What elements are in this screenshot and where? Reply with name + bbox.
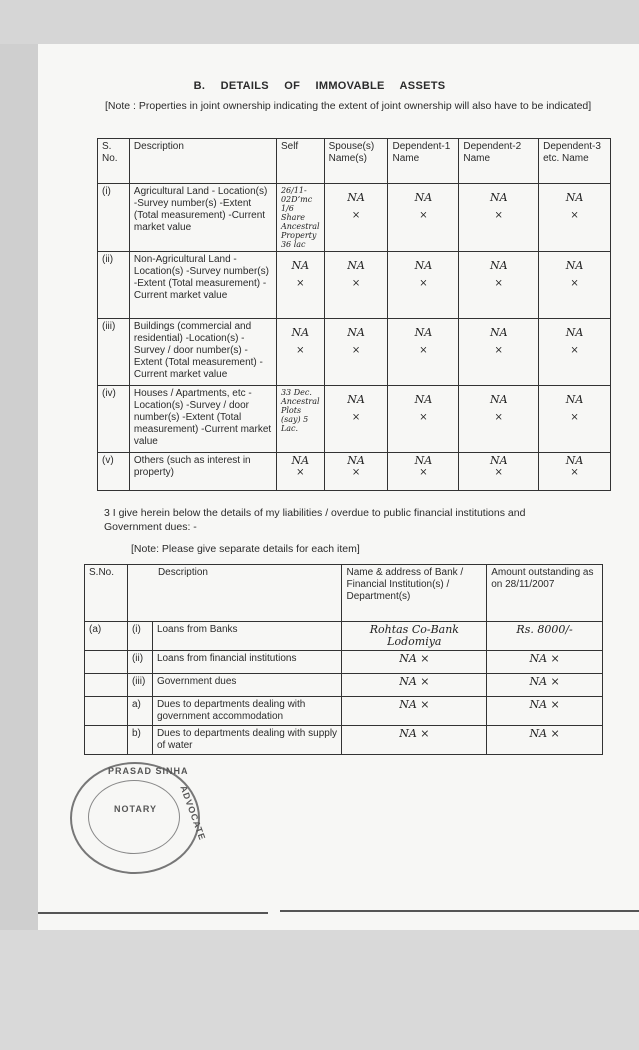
section-note: [Note : Properties in joint ownership indicating the extent of joint ownership will also have to be indicated] bbox=[105, 100, 592, 112]
handwritten-entry bbox=[459, 453, 539, 491]
stamp-text: ADVOCATE bbox=[178, 784, 208, 842]
cross-mark: × bbox=[570, 278, 579, 289]
cross-mark: × bbox=[419, 210, 428, 221]
handwritten-entry: NA × bbox=[487, 697, 603, 726]
cross-mark: × bbox=[419, 345, 428, 356]
cross-mark: × bbox=[494, 467, 503, 478]
table-header-row bbox=[85, 565, 603, 622]
handwritten-entry: NA × bbox=[342, 651, 487, 674]
row-number: (v) bbox=[98, 453, 130, 491]
table-row bbox=[98, 252, 611, 319]
cross-mark: × bbox=[296, 278, 305, 289]
table-row bbox=[85, 674, 603, 697]
table-row bbox=[98, 184, 611, 252]
row-number: b) bbox=[127, 726, 152, 755]
handwritten-entry: Rohtas Co-Bank Lodomiya bbox=[342, 622, 487, 651]
cross-mark: × bbox=[494, 278, 503, 289]
handwritten-entry bbox=[276, 319, 324, 386]
row-group bbox=[85, 697, 128, 726]
section-title: B. DETAILS OF IMMOVABLE ASSETS bbox=[193, 80, 446, 92]
row-description: Houses / Apartments, etc - Location(s) -Survey / door number(s) -Extent (Total measurement) -Current market value bbox=[129, 386, 276, 453]
cross-mark: × bbox=[419, 467, 428, 478]
column-header: S.No. bbox=[85, 565, 128, 622]
handwritten-entry bbox=[276, 453, 324, 491]
handwritten-entry bbox=[388, 386, 459, 453]
na-value: NA bbox=[414, 259, 433, 272]
row-group bbox=[85, 726, 128, 755]
na-value: NA bbox=[291, 454, 310, 467]
row-description: Dues to departments dealing with government accommodation bbox=[152, 697, 342, 726]
cross-mark: × bbox=[419, 412, 428, 423]
na-value: NA bbox=[489, 454, 508, 467]
na-value: NA bbox=[347, 259, 365, 272]
na-value: NA bbox=[565, 191, 584, 204]
row-description: Government dues bbox=[152, 674, 342, 697]
na-value: NA bbox=[414, 393, 433, 406]
handwritten-entry bbox=[539, 184, 611, 252]
cross-mark: × bbox=[570, 345, 579, 356]
row-description: Dues to departments dealing with supply of water bbox=[152, 726, 342, 755]
table-row bbox=[85, 697, 603, 726]
cross-mark: × bbox=[494, 345, 503, 356]
handwritten-entry: Rs. 8000/- bbox=[487, 622, 603, 651]
handwritten-entry bbox=[539, 319, 611, 386]
handwritten-entry: NA × bbox=[342, 726, 487, 755]
column-header: Description bbox=[127, 565, 342, 622]
na-value: NA bbox=[414, 326, 433, 339]
row-description: Others (such as interest in property) bbox=[129, 453, 276, 491]
table-header-row bbox=[98, 139, 611, 184]
handwritten-entry bbox=[324, 453, 388, 491]
handwritten-entry: NA × bbox=[487, 726, 603, 755]
table-row bbox=[98, 386, 611, 453]
row-number: (iii) bbox=[127, 674, 152, 697]
handwritten-entry bbox=[324, 252, 388, 319]
row-group bbox=[85, 674, 128, 697]
handwritten-entry bbox=[459, 252, 539, 319]
column-header: Dependent-1 Name bbox=[388, 139, 459, 184]
handwritten-entry bbox=[459, 319, 539, 386]
handwritten-entry: NA × bbox=[487, 674, 603, 697]
handwritten-entry: 26/11-02D’mc 1/6 Share Ancestral Property 36 lac bbox=[276, 184, 324, 252]
na-value: NA bbox=[347, 191, 365, 204]
handwritten-entry bbox=[459, 184, 539, 252]
handwritten-entry bbox=[388, 453, 459, 491]
stamp-text: NOTARY bbox=[114, 804, 157, 814]
cross-mark: × bbox=[494, 210, 503, 221]
column-header: Dependent-2 Name bbox=[459, 139, 539, 184]
table-row bbox=[98, 319, 611, 386]
row-number: (iv) bbox=[98, 386, 130, 453]
scan-background-bottom bbox=[0, 930, 639, 1050]
column-header: Spouse(s) Name(s) bbox=[324, 139, 388, 184]
handwritten-entry bbox=[388, 252, 459, 319]
row-group bbox=[85, 651, 128, 674]
na-value: NA bbox=[565, 259, 584, 272]
handwritten-entry bbox=[539, 252, 611, 319]
row-description: Loans from Banks bbox=[152, 622, 342, 651]
handwritten-entry bbox=[459, 386, 539, 453]
row-description: Non-Agricultural Land - Location(s) -Survey number(s) -Extent (Total measurement) -Current market value bbox=[129, 252, 276, 319]
row-number: (i) bbox=[127, 622, 152, 651]
immovable-assets-table bbox=[97, 138, 611, 491]
stamp-inner-ring bbox=[88, 780, 180, 854]
column-header: Description bbox=[129, 139, 276, 184]
handwritten-entry: 33 Dec. Ancestral Plots (say) 5 Lac. bbox=[276, 386, 324, 453]
handwritten-entry bbox=[539, 386, 611, 453]
table-row bbox=[85, 622, 603, 651]
na-value: NA bbox=[347, 393, 365, 406]
na-value: NA bbox=[489, 259, 508, 272]
stamp-text: PRASAD SINHA bbox=[108, 766, 189, 776]
table-row bbox=[98, 453, 611, 491]
handwritten-entry bbox=[276, 252, 324, 319]
row-description: Agricultural Land - Location(s) -Survey number(s) -Extent (Total measurement) -Current market value bbox=[129, 184, 276, 252]
scan-artifact-line bbox=[38, 912, 268, 914]
handwritten-entry: NA × bbox=[487, 651, 603, 674]
na-value: NA bbox=[347, 326, 365, 339]
table-row bbox=[85, 651, 603, 674]
scan-artifact-line bbox=[280, 910, 639, 912]
handwritten-entry bbox=[539, 453, 611, 491]
cross-mark: × bbox=[570, 210, 579, 221]
cross-mark: × bbox=[351, 412, 361, 423]
na-value: NA bbox=[347, 454, 365, 467]
row-number: (i) bbox=[98, 184, 130, 252]
row-number: (ii) bbox=[127, 651, 152, 674]
column-header: Self bbox=[276, 139, 324, 184]
row-number: (ii) bbox=[98, 252, 130, 319]
notary-stamp bbox=[70, 762, 208, 874]
row-number: (iii) bbox=[98, 319, 130, 386]
cross-mark: × bbox=[351, 278, 361, 289]
handwritten-entry bbox=[324, 319, 388, 386]
liabilities-table bbox=[84, 564, 603, 755]
na-value: NA bbox=[489, 191, 508, 204]
na-value: NA bbox=[489, 326, 508, 339]
liabilities-note: [Note: Please give separate details for each item] bbox=[131, 543, 360, 555]
scan-background-top bbox=[0, 0, 639, 44]
cross-mark: × bbox=[296, 467, 305, 478]
handwritten-entry bbox=[388, 184, 459, 252]
na-value: NA bbox=[489, 393, 508, 406]
row-description: Loans from financial institutions bbox=[152, 651, 342, 674]
na-value: NA bbox=[414, 191, 433, 204]
handwritten-entry bbox=[388, 319, 459, 386]
cross-mark: × bbox=[351, 345, 361, 356]
cross-mark: × bbox=[570, 412, 579, 423]
na-value: NA bbox=[565, 393, 584, 406]
liabilities-intro: 3 I give herein below the details of my liabilities / overdue to public financial institutions and Government dues: - bbox=[104, 507, 526, 533]
handwritten-entry bbox=[324, 386, 388, 453]
row-group: (a) bbox=[85, 622, 128, 651]
column-header: S. No. bbox=[98, 139, 130, 184]
handwritten-entry: NA × bbox=[342, 697, 487, 726]
cross-mark: × bbox=[419, 278, 428, 289]
cross-mark: × bbox=[570, 467, 579, 478]
cross-mark: × bbox=[351, 210, 361, 221]
na-value: NA bbox=[291, 259, 310, 272]
row-description: Buildings (commercial and residential) -Location(s) - Survey / door number(s) - Extent (Total measurement) -Current market value bbox=[129, 319, 276, 386]
cross-mark: × bbox=[351, 467, 361, 478]
handwritten-entry: NA × bbox=[342, 674, 487, 697]
table-row bbox=[85, 726, 603, 755]
na-value: NA bbox=[565, 326, 584, 339]
cross-mark: × bbox=[296, 345, 305, 356]
handwritten-entry bbox=[324, 184, 388, 252]
na-value: NA bbox=[291, 326, 310, 339]
row-number: a) bbox=[127, 697, 152, 726]
cross-mark: × bbox=[494, 412, 503, 423]
na-value: NA bbox=[565, 454, 584, 467]
na-value: NA bbox=[414, 454, 433, 467]
column-header: Amount outstanding as on 28/11/2007 bbox=[487, 565, 603, 622]
column-header: Name & address of Bank / Financial Institution(s) / Department(s) bbox=[342, 565, 487, 622]
column-header: Dependent-3 etc. Name bbox=[539, 139, 611, 184]
